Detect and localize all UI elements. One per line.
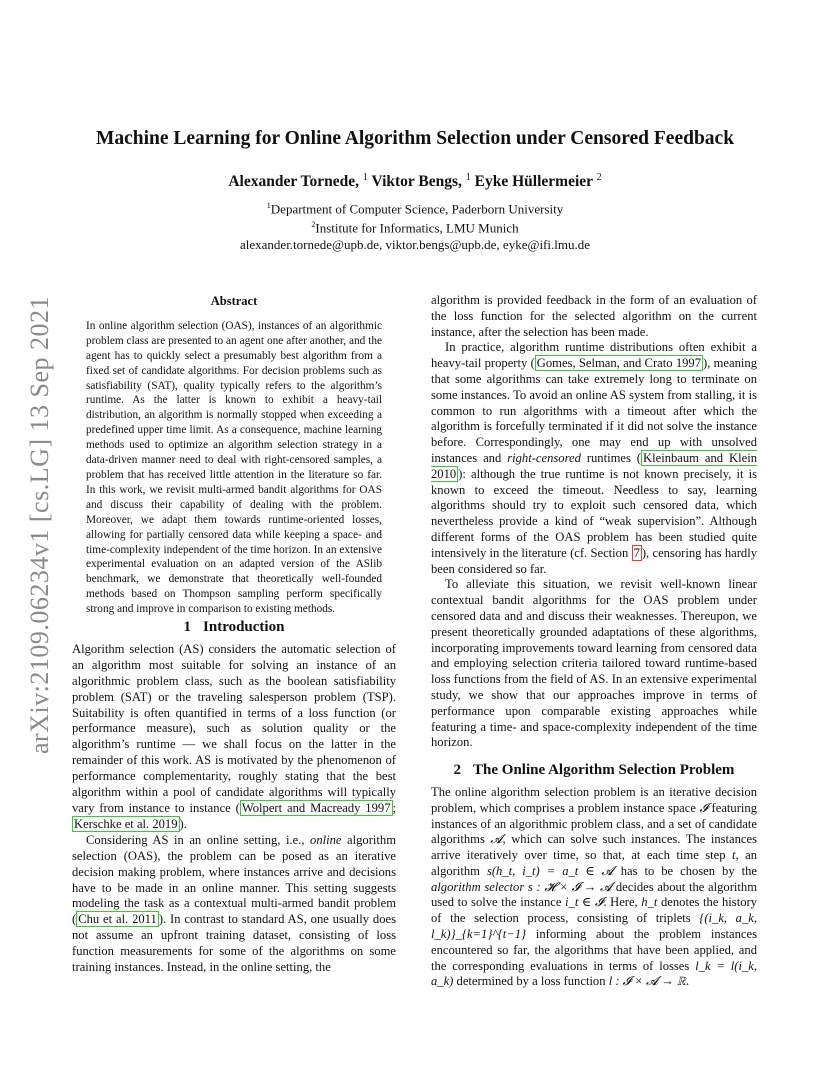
citation-link[interactable]: Kleinbaum and Klein 2010	[431, 450, 757, 481]
text-span: Considering AS in an online setting, i.e.,	[86, 832, 311, 847]
arxiv-stamp	[20, 290, 60, 760]
author-3: Eyke Hüllermeier	[474, 173, 593, 191]
emphasis-text: online	[310, 832, 342, 847]
text-span: featuring instances of an algorithmic problem class, and a set of candidate algorithms	[431, 800, 757, 847]
citation-link[interactable]: Kerschke et al. 2019	[74, 816, 178, 831]
author-list	[60, 172, 770, 191]
affiliation-1-marker: 1	[266, 201, 271, 210]
section-2-heading	[431, 763, 757, 779]
section-1-heading	[72, 620, 396, 636]
intro-paragraph-1	[72, 642, 396, 833]
math-expression: s : 𝓗 × 𝓘 → 𝓐	[527, 879, 613, 894]
text-span: , an algorithm	[431, 848, 757, 878]
emphasis-text: algorithm selector	[431, 879, 525, 894]
abstract-text: In online algorithm selection (OAS), instances of an algorithmic problem class are presented to an agent one after another, and the agent has to quickly select a presumably best algorithm from a fixed set of candidate algorithms. For decision problems such as satisfiability (SAT), quality typically refers to the algorithm’s runtime. As the latter is known to exhibit a heavy-tail distribution, an algorithm is normally stopped when exceeding a predefined upper time limit. As a consequence, machine learning methods used to optimize an algorithm selection strategy in a data-driven manner need to deal with right-censored samples, a problem that has received little attention in the literature so far. In this work, we revisit multi-armed bandit algorithms for OAS and discuss their capability of dealing with the problem. Moreover, we adapt them towards runtime-oriented losses, allowing for partially censored data while keeping a space- and time-complexity independent of the time horizon. In an extensive experimental evaluation on an adapted version of the ASlib benchmark, we demonstrate that theoretically well-founded methods based on Thompson sampling perform specifically strong and improve in comparison to existing methods.	[86, 319, 382, 616]
section-1-number: 1	[183, 619, 192, 635]
author-2: Viktor Bengs,	[371, 173, 462, 191]
math-expression: {(i_k, a_k, l_k)}_{k=1}^{t−1}	[431, 911, 757, 942]
paper-title: Machine Learning for Online Algorithm Selection under Censored Feedback	[95, 128, 735, 149]
abstract-section	[86, 294, 382, 617]
math-expression: l : 𝓘 × 𝓐 → ℝ	[608, 974, 686, 989]
introduction-section	[72, 620, 396, 976]
intro-paragraph-continued: algorithm is provided feedback in the form of an evaluation of the loss function for the selected algorithm on the current instance, after the selection has been made.	[431, 293, 757, 339]
author-3-affil: 2	[596, 172, 602, 183]
arxiv-stamp-text: arXiv:2109.06234v1 [cs.LG] 13 Sep 2021	[25, 295, 54, 755]
text-span: algorithm selection (OAS), the problem can be posed as an iterative decision making problem, where instances arrive and decisions have to be made in an online manner. This setting suggests modeling the task as a contextual multi-armed bandit problem (	[72, 832, 397, 927]
section-2-number: 2	[453, 762, 462, 779]
section-2-paragraph-1	[431, 785, 757, 990]
text-span: Algorithm selection (AS) considers the automatic selection of an algorithm most suitable for solving an instance of an algorithmic problem class, such as the boolean satisfiability problem (SAT) or the traveling salesperson problem (TSP). Suitability is often quantified in terms of a loss function (or performance measure), such as solution quality or the algorithm’s runtime — we shall focus on the latter in the remainder of this work. AS is motivated by the phenomenon of performance complementarity, roughly stating that the best algorithm within a pool of candidate algorithms will typically vary from instance to instance (	[72, 641, 396, 815]
math-symbol: 𝓘	[699, 800, 708, 815]
text-span: The online algorithm selection problem is an iterative decision problem, which comprises a problem instance space	[431, 784, 757, 815]
author-2-affil: 1	[465, 172, 471, 183]
text-span: ).	[179, 816, 187, 831]
text-span: . Here,	[603, 895, 642, 910]
text-span: In practice, algorithm runtime distributions often exhibit a heavy-tail property (	[431, 340, 757, 371]
affiliations	[60, 198, 770, 253]
text-span: ). In contrast to standard AS, one usually does not assume an upfront training dataset, consisting of loss function measurements for some of the algorithms on some training instances. Instead, in the online setting, the	[72, 912, 396, 975]
math-expression: s(h_t, i_t) = a_t ∈ 𝓐	[486, 863, 614, 878]
text-span: informing about the problem instances encountered so far, the algorithms that have been applied, and the corresponding evaluations in terms of losses	[431, 927, 757, 973]
math-symbol: h_t	[641, 895, 658, 910]
text-span: denotes the history of the selection process, consisting of triplets	[431, 895, 757, 926]
text-span: ;	[392, 800, 396, 815]
affiliation-1-text: Department of Computer Science, Paderborn University	[270, 201, 564, 217]
text-span: .	[685, 974, 690, 989]
section-1-title: Introduction	[203, 619, 285, 635]
emphasis-text: right-censored	[507, 450, 581, 465]
math-expression: i_t ∈ 𝓘	[565, 895, 604, 910]
text-span: ): although the true runtime is not known precisely, it is known to exceed the timeout. Needless to say, learning algorithms should try to exploit such censored data, which nevertheless provide a kind of “weak supervision”. Although different forms of the OAS problem has been studied quite intensively in the literature (cf. Section	[431, 466, 757, 560]
citation-link[interactable]: Gomes, Selman, and Crato 1997	[536, 356, 702, 371]
right-column	[431, 293, 757, 990]
math-symbol: t	[732, 848, 736, 863]
math-symbol: 𝓐	[490, 832, 503, 847]
text-span: runtimes (	[580, 450, 642, 465]
author-1: Alexander Tornede,	[228, 173, 359, 191]
affiliation-2-marker: 2	[311, 220, 316, 230]
intro-paragraph-3	[431, 340, 757, 577]
intro-paragraph-4: To alleviate this situation, we revisit well-known linear contextual bandit algorithms for the OAS problem under censored data and and discuss their weaknesses. Thereupon, we present theoretically grounded adaptations of these algorithms, incorporating improvements toward learning from censored data and employing selection criteria tailored toward runtime-based loss functions from the field of AS. In an extensive experimental study, we show that our approaches improve in terms of performance upon comparable existing approaches while featuring a time- and space-complexity independent of the time horizon.	[431, 577, 757, 750]
text-span: ), censoring has hardly been considered so far.	[431, 545, 758, 576]
text-span: , which can solve such instances. The instances arrive iteratively over time, so that, at each time step	[431, 832, 757, 863]
text-span: decides about the algorithm used to solve the instance	[431, 879, 757, 910]
intro-paragraph-2	[72, 833, 396, 976]
author-1-affil: 1	[362, 172, 368, 183]
text-span: determined by a loss function	[453, 974, 609, 989]
text-span: ), meaning that some algorithms can take extremely long to terminate on some instances. To avoid an online AS system from stalling, it is common to run algorithms with a timeout after which the algorithm is forcefully terminated if it did not solve the instance before. Correspondingly, one may end up with unsolved instances and	[431, 356, 758, 465]
text-span: has to be chosen by the	[613, 863, 757, 878]
citation-link[interactable]: Wolpert and Macready 1997	[241, 800, 391, 815]
author-emails: alexander.tornede@upb.de, viktor.bengs@upb.de, eyke@ifi.lmu.de	[240, 236, 590, 252]
math-expression: l_k = l(i_k, a_k)	[431, 958, 757, 989]
affiliation-2	[60, 217, 770, 236]
affiliation-1	[60, 198, 770, 217]
section-2-title: The Online Algorithm Selection Problem	[473, 762, 735, 779]
section-ref-link[interactable]: 7	[633, 545, 640, 560]
affiliation-2-text: Institute for Informatics, LMU Munich	[315, 220, 519, 236]
citation-link[interactable]: Chu et al. 2011	[78, 912, 157, 927]
abstract-heading: Abstract	[210, 294, 258, 308]
